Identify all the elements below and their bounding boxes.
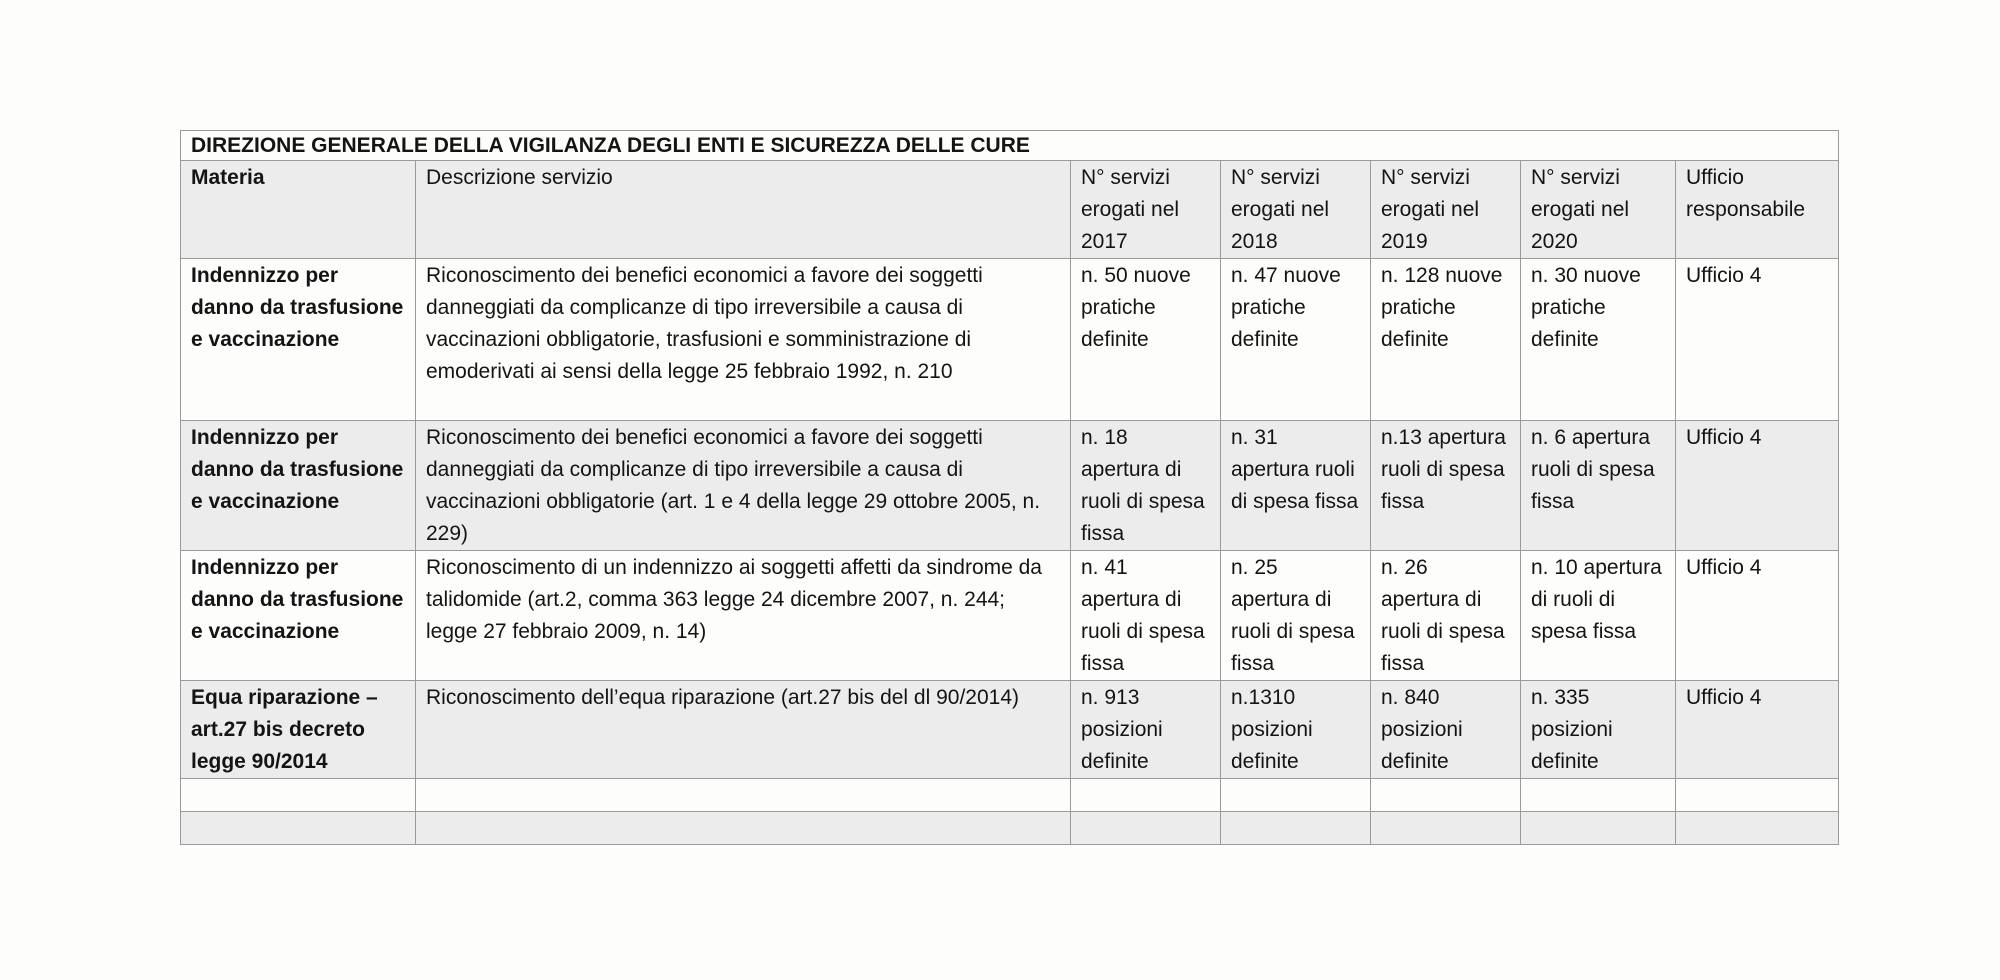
empty-cell (1676, 779, 1839, 812)
empty-cell (1521, 812, 1676, 845)
cell-2017: n. 50 nuove pratiche definite (1071, 259, 1221, 421)
cell-materia: Equa riparazione – art.27 bis decreto legge 90/2014 (181, 681, 416, 779)
cell-2017: n. 18 apertura di ruoli di spesa fissa (1071, 421, 1221, 551)
empty-row (181, 812, 1839, 845)
table-row (181, 551, 1839, 681)
cell-2020: n. 335 posizioni definite (1521, 681, 1676, 779)
cell-2020: n. 6 apertura ruoli di spesa fissa (1521, 421, 1676, 551)
cell-ufficio: Ufficio 4 (1676, 681, 1839, 779)
header-2017: N° servizi erogati nel 2017 (1071, 161, 1221, 259)
header-2019: N° servizi erogati nel 2019 (1371, 161, 1521, 259)
empty-cell (416, 812, 1071, 845)
empty-cell (1071, 779, 1221, 812)
empty-cell (181, 779, 416, 812)
empty-cell (1676, 812, 1839, 845)
cell-2019: n. 26 apertura di ruoli di spesa fissa (1371, 551, 1521, 681)
empty-cell (416, 779, 1071, 812)
cell-materia: Indennizzo per danno da trasfusione e vaccinazione (181, 551, 416, 681)
cell-2019: n. 840 posizioni definite (1371, 681, 1521, 779)
empty-cell (1221, 812, 1371, 845)
cell-2017: n. 41 apertura di ruoli di spesa fissa (1071, 551, 1221, 681)
empty-cell (1371, 779, 1521, 812)
cell-descrizione: Riconoscimento dell’equa riparazione (art.27 bis del dl 90/2014) (416, 681, 1071, 779)
cell-materia: Indennizzo per danno da trasfusione e vaccinazione (181, 259, 416, 421)
cell-2018: n.1310 posizioni definite (1221, 681, 1371, 779)
header-2020: N° servizi erogati nel 2020 (1521, 161, 1676, 259)
empty-row (181, 779, 1839, 812)
cell-2018: n. 47 nuove pratiche definite (1221, 259, 1371, 421)
table-row (181, 259, 1839, 421)
header-materia: Materia (181, 161, 416, 259)
cell-2020: n. 10 apertura di ruoli di spesa fissa (1521, 551, 1676, 681)
cell-2018: n. 25 apertura di ruoli di spesa fissa (1221, 551, 1371, 681)
empty-cell (181, 812, 416, 845)
cell-descrizione: Riconoscimento dei benefici economici a favore dei soggetti danneggiati da complicanze di tipo irreversibile a causa di vaccinazioni obbligatorie (art. 1 e 4 della legge 29 ottobre 2005, n. 229) (416, 421, 1071, 551)
cell-2018: n. 31 apertura ruoli di spesa fissa (1221, 421, 1371, 551)
table-row (181, 421, 1839, 551)
header-ufficio: Ufficio responsabile (1676, 161, 1839, 259)
cell-materia: Indennizzo per danno da trasfusione e vaccinazione (181, 421, 416, 551)
cell-2019: n. 128 nuove pratiche definite (1371, 259, 1521, 421)
cell-ufficio: Ufficio 4 (1676, 551, 1839, 681)
empty-cell (1371, 812, 1521, 845)
cell-descrizione: Riconoscimento dei benefici economici a favore dei soggetti danneggiati da complicanze di tipo irreversibile a causa di vaccinazioni obbligatorie, trasfusioni e somministrazione di emoderivati ai sensi della legge 25 febbraio 1992, n. 210 (416, 259, 1071, 421)
header-row (181, 161, 1839, 259)
cell-2019: n.13 apertura ruoli di spesa fissa (1371, 421, 1521, 551)
services-table (180, 130, 1839, 845)
header-descrizione: Descrizione servizio (416, 161, 1071, 259)
empty-cell (1071, 812, 1221, 845)
cell-ufficio: Ufficio 4 (1676, 259, 1839, 421)
header-2018: N° servizi erogati nel 2018 (1221, 161, 1371, 259)
empty-cell (1221, 779, 1371, 812)
empty-cell (1521, 779, 1676, 812)
table-row (181, 681, 1839, 779)
title-row (181, 131, 1839, 161)
cell-ufficio: Ufficio 4 (1676, 421, 1839, 551)
cell-2017: n. 913 posizioni definite (1071, 681, 1221, 779)
cell-descrizione: Riconoscimento di un indennizzo ai soggetti affetti da sindrome da talidomide (art.2, comma 363 legge 24 dicembre 2007, n. 244; legge 27 febbraio 2009, n. 14) (416, 551, 1071, 681)
cell-2020: n. 30 nuove pratiche definite (1521, 259, 1676, 421)
table-title: DIREZIONE GENERALE DELLA VIGILANZA DEGLI ENTI E SICUREZZA DELLE CURE (181, 131, 1839, 161)
